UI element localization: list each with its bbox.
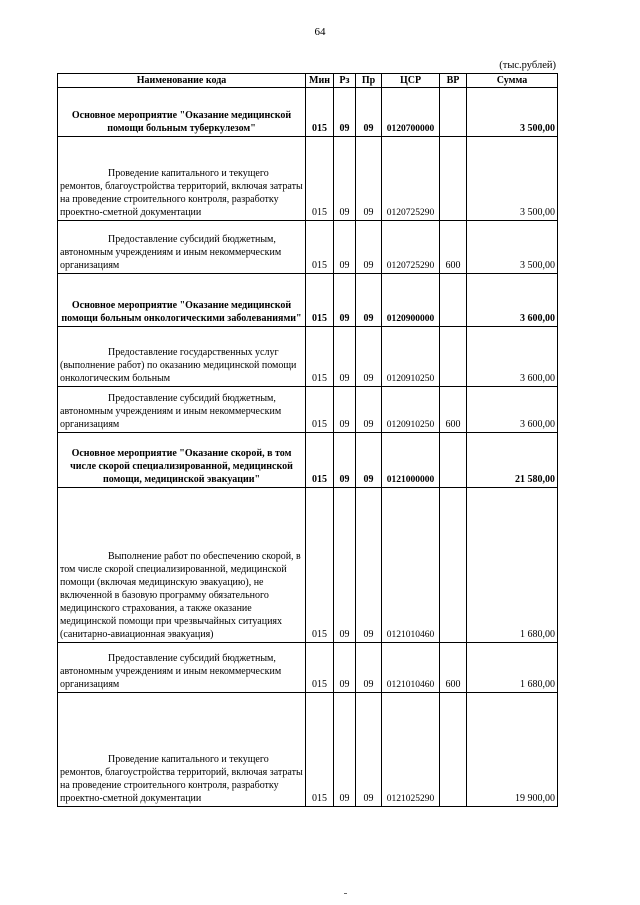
row-min: 015 — [306, 221, 334, 274]
row-pr: 09 — [356, 274, 382, 327]
row-name-text: Предоставление субсидий бюджетным, автономным учреждениям и иным некоммерческим организациям — [60, 234, 282, 271]
row-min: 015 — [306, 387, 334, 433]
row-name-text: Проведение капитального и текущего ремонтов, благоустройства территорий, включая затраты на проведение строительного контроля, разработку проектно-сметной документации — [60, 754, 303, 804]
table-row — [58, 88, 558, 137]
row-vr — [440, 274, 467, 327]
header-sum: Сумма — [467, 74, 558, 88]
header-pr: Пр — [356, 74, 382, 88]
row-rz: 09 — [334, 433, 356, 488]
row-pr: 09 — [356, 88, 382, 137]
row-rz: 09 — [334, 387, 356, 433]
row-rz: 09 — [334, 693, 356, 807]
row-name: Основное мероприятие "Оказание скорой, в том числе скорой специализированной, медицинской помощи, медицинской эвакуации" — [58, 433, 306, 488]
row-rz: 09 — [334, 274, 356, 327]
row-vr: 600 — [440, 643, 467, 693]
row-name — [58, 137, 306, 221]
row-min: 015 — [306, 643, 334, 693]
row-sum: 3 500,00 — [467, 221, 558, 274]
row-min: 015 — [306, 488, 334, 643]
row-sum: 3 600,00 — [467, 274, 558, 327]
table-header-row — [58, 74, 558, 88]
row-name — [58, 643, 306, 693]
row-name — [58, 221, 306, 274]
row-vr — [440, 327, 467, 387]
row-vr: 600 — [440, 221, 467, 274]
header-min: Мин — [306, 74, 334, 88]
row-name-text: Предоставление государственных услуг (выполнение работ) по оказанию медицинской помощи онкологическим больным — [60, 347, 297, 384]
row-min: 015 — [306, 137, 334, 221]
row-pr: 09 — [356, 137, 382, 221]
row-pr: 09 — [356, 488, 382, 643]
row-vr — [440, 137, 467, 221]
row-vr — [440, 693, 467, 807]
row-name — [58, 488, 306, 643]
table-row — [58, 137, 558, 221]
row-pr: 09 — [356, 327, 382, 387]
row-csr: 0120910250 — [382, 387, 440, 433]
row-sum: 21 580,00 — [467, 433, 558, 488]
header-vr: ВР — [440, 74, 467, 88]
table-row — [58, 221, 558, 274]
row-sum: 3 500,00 — [467, 137, 558, 221]
row-sum: 3 500,00 — [467, 88, 558, 137]
header-csr: ЦСР — [382, 74, 440, 88]
row-csr: 0121025290 — [382, 693, 440, 807]
row-rz: 09 — [334, 88, 356, 137]
table-row — [58, 387, 558, 433]
page-number: 64 — [314, 26, 326, 38]
row-pr: 09 — [356, 643, 382, 693]
row-vr: 600 — [440, 387, 467, 433]
row-name-text: Предоставление субсидий бюджетным, автономным учреждениям и иным некоммерческим организациям — [60, 653, 282, 690]
row-csr: 0121010460 — [382, 488, 440, 643]
row-rz: 09 — [334, 137, 356, 221]
row-sum: 3 600,00 — [467, 327, 558, 387]
row-csr: 0120900000 — [382, 274, 440, 327]
row-csr: 0120725290 — [382, 221, 440, 274]
row-min: 015 — [306, 433, 334, 488]
scan-mark — [344, 893, 347, 894]
table-row — [58, 693, 558, 807]
row-name-text: Проведение капитального и текущего ремонтов, благоустройства территорий, включая затраты на проведение строительного контроля, разработку проектно-сметной документации — [60, 168, 303, 218]
row-name-text: Выполнение работ по обеспечению скорой, в том числе скорой специализированной, медицинской помощи (включая медицинскую эвакуацию), не включенной в базовую программу обязательного медицинского страхования, а также оказание медицинской помощи при чрезвычайных ситуациях (санитарно-авиационная эвакуация) — [60, 551, 301, 640]
row-pr: 09 — [356, 221, 382, 274]
row-vr — [440, 433, 467, 488]
row-sum: 19 900,00 — [467, 693, 558, 807]
budget-table — [57, 73, 558, 807]
row-csr: 0120910250 — [382, 327, 440, 387]
row-pr: 09 — [356, 387, 382, 433]
row-name — [58, 693, 306, 807]
row-name — [58, 327, 306, 387]
table-row — [58, 274, 558, 327]
row-rz: 09 — [334, 488, 356, 643]
row-csr: 0120725290 — [382, 137, 440, 221]
row-vr — [440, 488, 467, 643]
row-rz: 09 — [334, 327, 356, 387]
row-pr: 09 — [356, 433, 382, 488]
table-row — [58, 433, 558, 488]
row-min: 015 — [306, 88, 334, 137]
row-name: Основное мероприятие "Оказание медицинской помощи больным туберкулезом" — [58, 88, 306, 137]
row-csr: 0121000000 — [382, 433, 440, 488]
row-vr — [440, 88, 467, 137]
row-rz: 09 — [334, 643, 356, 693]
row-name — [58, 387, 306, 433]
header-rz: Рз — [334, 74, 356, 88]
row-rz: 09 — [334, 221, 356, 274]
row-csr: 0120700000 — [382, 88, 440, 137]
row-sum: 1 680,00 — [467, 643, 558, 693]
row-min: 015 — [306, 693, 334, 807]
row-name: Основное мероприятие "Оказание медицинской помощи больным онкологическими заболеваниями" — [58, 274, 306, 327]
row-min: 015 — [306, 327, 334, 387]
row-name-text: Предоставление субсидий бюджетным, автономным учреждениям и иным некоммерческим организациям — [60, 393, 282, 430]
row-csr: 0121010460 — [382, 643, 440, 693]
row-sum: 1 680,00 — [467, 488, 558, 643]
header-name: Наименование кода — [58, 74, 306, 88]
table-row — [58, 488, 558, 643]
table-row — [58, 643, 558, 693]
row-pr: 09 — [356, 693, 382, 807]
row-sum: 3 600,00 — [467, 387, 558, 433]
table-row — [58, 327, 558, 387]
unit-note: (тыс.рублей) — [499, 60, 556, 71]
row-min: 015 — [306, 274, 334, 327]
